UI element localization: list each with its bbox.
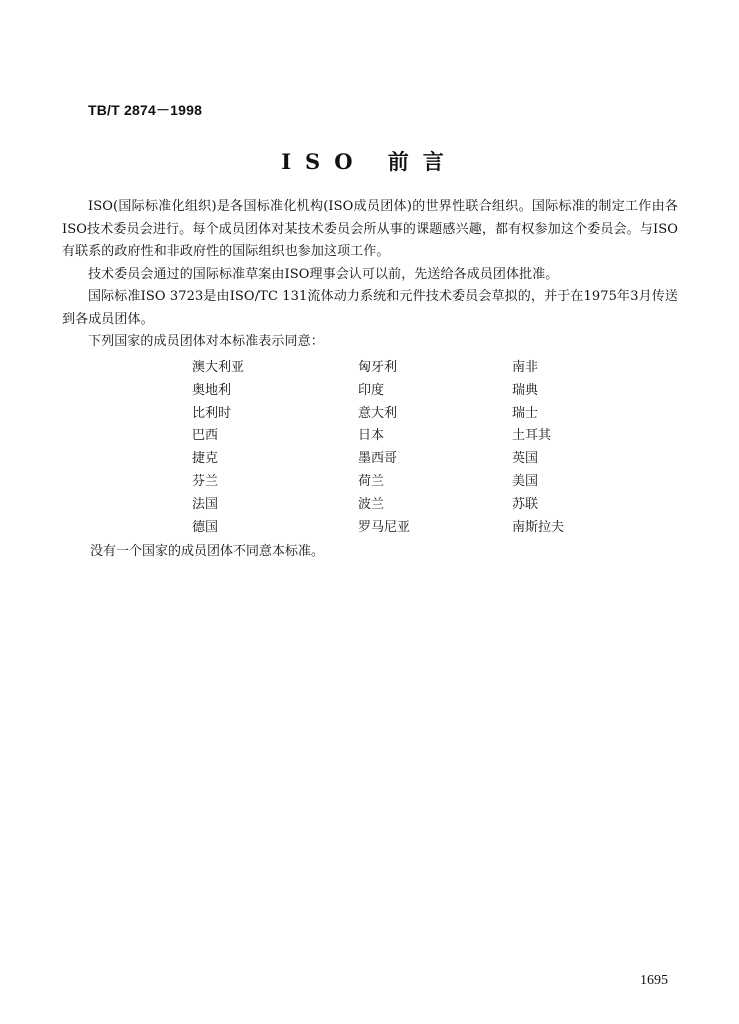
country-item: 印度 [358, 382, 385, 398]
country-item: 瑞典 [512, 382, 539, 398]
country-list [192, 357, 612, 539]
country-item: 德国 [192, 519, 219, 535]
country-item: 奥地利 [192, 382, 232, 398]
country-item: 墨西哥 [358, 451, 398, 467]
country-item: 苏联 [512, 496, 539, 512]
country-item: 巴西 [192, 428, 219, 444]
standard-code: TB/T 2874－1998 [88, 102, 203, 118]
country-item: 美国 [512, 473, 539, 489]
country-item: 波兰 [358, 496, 385, 512]
paragraph-iso-intro: ISO(国际标准化组织)是各国标准化机构(ISO成员团体)的世界性联合组织。国际标准的制定工作由各ISO技术委员会进行。每个成员团体对某技术委员会所从事的课题感兴趣，都有权参加这个委员会。与ISO有联系的政府性和非政府性的国际组织也参加这项工作。 [62, 199, 678, 259]
country-item: 意大利 [358, 405, 398, 421]
country-item: 日本 [358, 428, 385, 444]
page-title: ISO 前言 [281, 149, 458, 174]
country-item: 南斯拉夫 [512, 519, 565, 535]
closing-statement: 没有一个国家的成员团体不同意本标准。 [90, 544, 325, 559]
country-item: 荷兰 [358, 473, 385, 489]
page-number: 1695 [640, 973, 668, 988]
country-item: 匈牙利 [358, 360, 398, 375]
country-item: 土耳其 [512, 428, 552, 444]
country-item: 瑞士 [512, 405, 539, 421]
country-item: 比利时 [192, 405, 232, 421]
country-item: 芬兰 [192, 473, 219, 489]
foreword-body [62, 196, 678, 354]
country-item: 捷克 [192, 451, 219, 467]
country-item: 南非 [512, 360, 539, 375]
country-item: 罗马尼亚 [358, 519, 411, 535]
paragraph-approving-countries: 下列国家的成员团体对本标准表示同意： [88, 334, 324, 349]
country-item: 英国 [512, 451, 539, 467]
country-item: 法国 [192, 496, 219, 512]
paragraph-draft-approval: 技术委员会通过的国际标准草案由ISO理事会认可以前，先送给各成员团体批准。 [88, 266, 559, 282]
paragraph-iso-3723: 国际标准ISO 3723是由ISO/TC 131流体动力系统和元件技术委员会草拟的，并于在1975年3月传送到各成员团体。 [62, 289, 678, 327]
country-item: 澳大利亚 [192, 360, 245, 375]
